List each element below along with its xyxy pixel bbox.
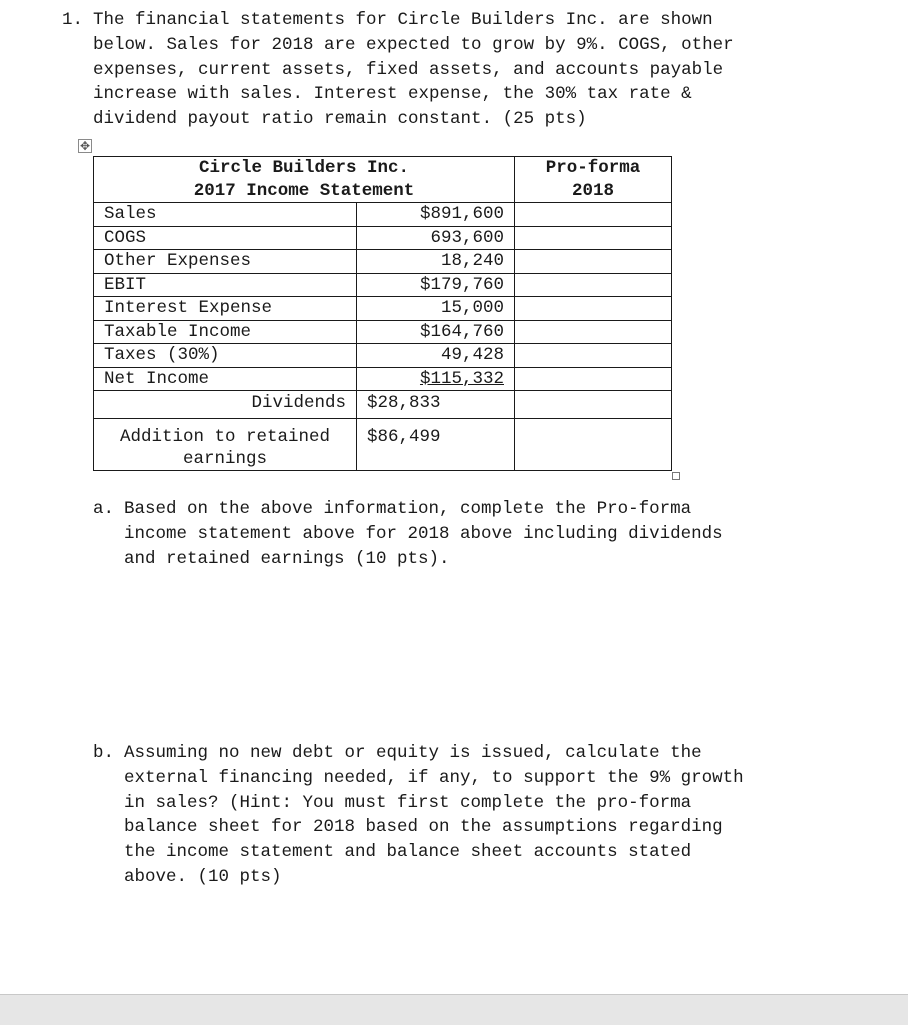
row-label: Interest Expense — [94, 297, 357, 321]
row-label: Sales — [94, 203, 357, 227]
part-line: Assuming no new debt or equity is issued, calculate the — [124, 743, 702, 763]
question-line: increase with sales. Interest expense, the 30% tax rate & — [93, 84, 692, 105]
part-line: income statement above for 2018 above including dividends — [124, 523, 723, 544]
dividends-label: Dividends — [94, 391, 357, 419]
question-line: below. Sales for 2018 are expected to grow by 9%. COGS, other — [93, 34, 734, 55]
table-row — [94, 250, 672, 274]
table-header-row — [94, 157, 672, 203]
header-2017 — [94, 157, 515, 203]
question-line: The financial statements for Circle Builders Inc. are shown — [93, 10, 713, 30]
part-line: balance sheet for 2018 based on the assumptions regarding — [124, 817, 723, 838]
part-letter: a. — [93, 499, 115, 519]
row-value: $891,600 — [357, 203, 515, 227]
dividends-value: $28,833 — [357, 391, 515, 419]
proforma-cell[interactable] — [515, 250, 672, 274]
dividends-row — [94, 391, 672, 419]
proforma-label: Pro-forma — [545, 158, 641, 178]
company-name: Circle Builders Inc. — [198, 158, 410, 178]
proforma-year: 2018 — [571, 180, 614, 201]
row-value: 49,428 — [357, 344, 515, 368]
part-a-text — [93, 497, 833, 571]
proforma-cell[interactable] — [515, 344, 672, 368]
addition-label-line: earnings — [182, 448, 267, 469]
table-row — [94, 344, 672, 368]
table-row — [94, 273, 672, 297]
table-row — [94, 297, 672, 321]
row-label: Taxable Income — [94, 320, 357, 344]
part-a — [93, 497, 833, 571]
proforma-cell[interactable] — [515, 297, 672, 321]
part-line: Based on the above information, complete the Pro-forma — [124, 499, 692, 519]
row-label: EBIT — [94, 273, 357, 297]
row-label: Taxes (30%) — [94, 344, 357, 368]
part-line: external financing needed, if any, to support the 9% growth — [124, 767, 744, 788]
proforma-cell[interactable] — [515, 320, 672, 344]
part-line: in sales? (Hint: You must first complete the pro-forma — [124, 792, 692, 813]
part-b-text — [93, 741, 853, 890]
addition-label-line: Addition to retained — [119, 426, 331, 447]
row-label: Net Income — [94, 367, 357, 391]
statement-title: 2017 Income Statement — [193, 180, 415, 201]
question-line: expenses, current assets, fixed assets, and accounts payable — [93, 59, 724, 80]
table-row — [94, 203, 672, 227]
row-value: $179,760 — [357, 273, 515, 297]
row-value: 693,600 — [357, 226, 515, 250]
income-statement-table — [93, 156, 672, 471]
row-label: COGS — [94, 226, 357, 250]
question-number: 1. — [62, 10, 84, 30]
table-resize-handle[interactable] — [672, 472, 680, 480]
part-letter: b. — [93, 743, 115, 763]
part-line: above. (10 pts) — [124, 866, 282, 887]
table-row — [94, 320, 672, 344]
addition-retained-row — [94, 418, 672, 470]
addition-retained-label — [94, 418, 357, 470]
bottom-scroll-bar[interactable] — [0, 994, 908, 1025]
question-line: dividend payout ratio remain constant. (25 pts) — [93, 109, 587, 130]
proforma-cell[interactable] — [515, 367, 672, 391]
proforma-cell[interactable] — [515, 418, 672, 470]
row-value: $164,760 — [357, 320, 515, 344]
row-value: 15,000 — [357, 297, 515, 321]
part-b — [93, 741, 853, 890]
table-move-handle-icon[interactable]: ✥ — [79, 139, 91, 153]
proforma-cell[interactable] — [515, 203, 672, 227]
row-value: 18,240 — [357, 250, 515, 274]
question-1-text — [62, 8, 852, 132]
part-line: and retained earnings (10 pts). — [124, 548, 450, 569]
question-1 — [62, 8, 852, 132]
row-value — [357, 367, 515, 391]
proforma-cell[interactable] — [515, 273, 672, 297]
table-row — [94, 367, 672, 391]
net-income-value: $115,332 — [419, 368, 504, 389]
header-proforma-2018 — [515, 157, 672, 203]
part-line: the income statement and balance sheet accounts stated — [124, 842, 692, 863]
table-row — [94, 226, 672, 250]
proforma-cell[interactable] — [515, 391, 672, 419]
proforma-cell[interactable] — [515, 226, 672, 250]
addition-retained-value: $86,499 — [357, 418, 515, 470]
row-label: Other Expenses — [94, 250, 357, 274]
